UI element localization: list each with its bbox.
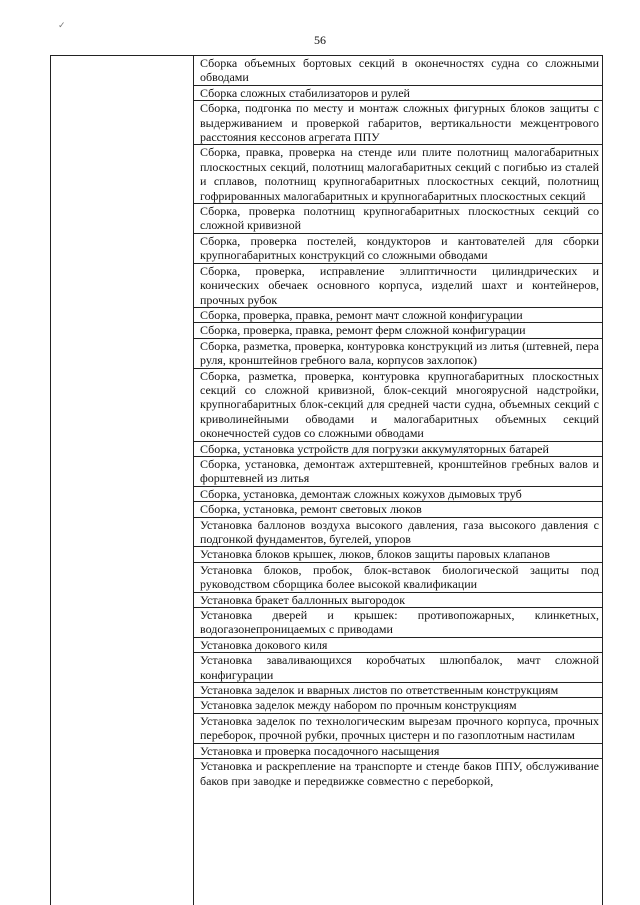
table-row: Сборка, подгонка по месту и монтаж сложных фигурных блоков защиты с выдерживанием и проверкой габаритов, вертикальности межцентрового расстояния кессонов агрегата ППУ [194,100,602,144]
table-row: Сборка, установка устройств для погрузки аккумуляторных батарей [194,441,602,456]
table-row: Сборка, установка, демонтаж ахтерштевней, кронштейнов гребных валов и форштевней из литья [194,456,602,486]
corner-mark: ✓ [58,20,66,30]
table-row: Установка заваливающихся коробчатых шлюпбалок, мачт сложной конфигурации [194,652,602,682]
table-row: Установка заделок и вварных листов по ответственным конструкциям [194,682,602,697]
table-row: Сборка, разметка, проверка, контуровка конструкций из литья (штевней, пера руля, кронштейнов гребного вала, корпусов захлопок) [194,338,602,368]
table-row: Установка заделок между набором по прочным конструкциям [194,697,602,712]
table-row: Установка и раскрепление на транспорте и стенде баков ППУ, обслуживание баков при заводке и передвижке совместно с переборкой, [194,758,602,788]
table-row: Сборка, проверка постелей, кондукторов и кантователей для сборки крупногабаритных конструкций со сложными обводами [194,233,602,263]
table-row: Сборка, установка, демонтаж сложных кожухов дымовых труб [194,486,602,501]
table-right-column [194,55,602,788]
table-row: Установка докового киля [194,637,602,652]
table-row: Сборка, проверка полотнищ крупногабаритных плоскостных секций со сложной кривизной [194,203,602,233]
table-left-column [51,55,194,905]
table-row: Установка и проверка посадочного насыщения [194,743,602,758]
table-row: Сборка, проверка, правка, ремонт мачт сложной конфигурации [194,307,602,322]
table-row: Сборка сложных стабилизаторов и рулей [194,85,602,100]
work-table [50,55,603,905]
page-number: 56 [314,33,326,47]
table-row: Сборка, проверка, правка, ремонт ферм сложной конфигурации [194,322,602,337]
table-row: Установка бракет баллонных выгородок [194,592,602,607]
table-row: Установка баллонов воздуха высокого давления, газа высокого давления с подгонкой фундаментов, бугелей, упоров [194,517,602,547]
table-row: Сборка, правка, проверка на стенде или плите полотнищ малогабаритных плоскостных секций, полотнищ малогабаритных секций с погибью из сталей и сплавов, полотнищ крупногабаритных плоскостных секций, полотнищ гофрированных малогабаритных и крупногабаритных плоскостных секций [194,144,602,203]
table-row: Установка заделок по технологическим вырезам прочного корпуса, прочных переборок, прочной рубки, прочных цистерн и по газоплотным настилам [194,713,602,743]
table-row: Установка блоков крышек, люков, блоков защиты паровых клапанов [194,546,602,561]
table-row: Установка дверей и крышек: противопожарных, клинкетных, водогазонепроницаемых с приводами [194,607,602,637]
table-row: Сборка, установка, ремонт световых люков [194,501,602,516]
table-row: Сборка объемных бортовых секций в оконечностях судна со сложными обводами [194,55,602,85]
table-row: Сборка, разметка, проверка, контуровка крупногабаритных плоскостных секций со сложной кривизной, блок-секций многоярусной надстройки, крупногабаритных блок-секций для средней части судна, объемных секций с криволинейными обводами и малогабаритных объемных секций оконечностей судов со сложными обводами [194,368,602,441]
table-row: Установка блоков, пробок, блок-вставок биологической защиты под руководством сборщика более высокой квалификации [194,562,602,592]
table-row: Сборка, проверка, исправление эллиптичности цилиндрических и конических обечаек основного корпуса, изделий шахт и контейнеров, прочных рубок [194,263,602,307]
